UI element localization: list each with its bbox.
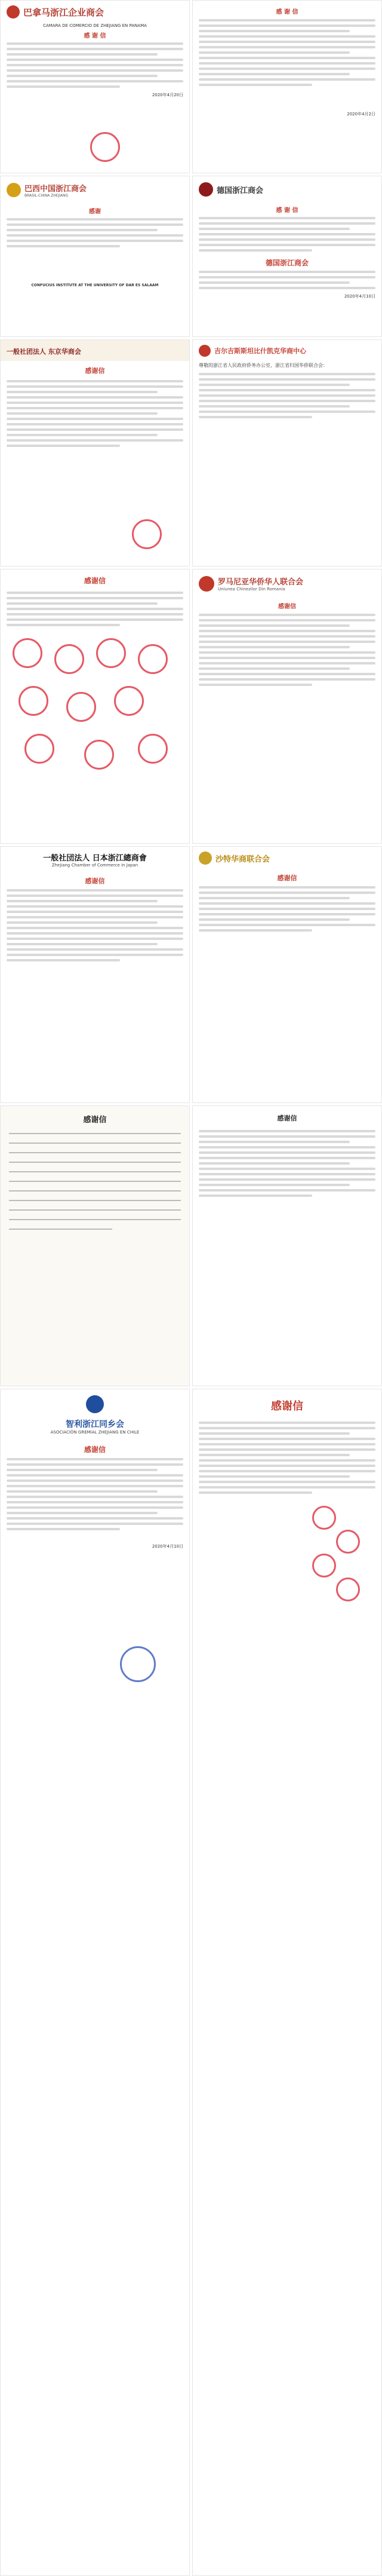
japan-org-en: Zhejiang Chamber of Commerce in Japan (51, 863, 138, 868)
confucius-footer: CONFUCIUS INSTITUTE AT THE UNIVERSITY OF DAR ES SALAAM (31, 283, 159, 287)
seal-6 (66, 692, 96, 722)
saudi-org-cn: 沙特华商联合会 (215, 854, 270, 864)
brazil-org-cn: 巴西中国浙江商会 (24, 185, 87, 194)
panama-title: 感 谢 信 (84, 33, 106, 39)
tokyo-title: 感谢信 (85, 367, 105, 375)
plain-letter-title: 感谢信 (277, 1114, 297, 1122)
final-seal-4 (336, 1578, 360, 1601)
kyrgyz-letter (192, 339, 382, 566)
germany-date: 2020年4月10日 (344, 294, 375, 299)
brazil-letter (0, 176, 190, 337)
panama-date: 2020年4月20日 (152, 93, 183, 97)
brazil-title: 感谢 (89, 209, 101, 215)
seal-8 (24, 734, 54, 764)
seal-3 (96, 638, 126, 668)
plain-letter (192, 1105, 382, 1386)
chile-org-cn: 智利浙江同乡会 (66, 1420, 124, 1429)
chile-stamp (120, 1646, 156, 1682)
thanks-letter-1-date: 2020年4月2日 (347, 112, 375, 117)
saudi-title: 感谢信 (277, 874, 297, 882)
thanks-letter-1-title: 感 谢 信 (276, 9, 298, 16)
germany-org-cn: 德国浙江商会 (217, 186, 264, 195)
tokyo-letter (0, 339, 190, 566)
seal-5 (19, 686, 48, 716)
seal-9 (84, 740, 114, 770)
final-seal-3 (312, 1554, 336, 1578)
seal-10 (138, 734, 168, 764)
brazil-org-en: BRASIL-CHINA ZHEJIANG (24, 194, 69, 198)
chile-letter (0, 1389, 190, 2576)
japan-title: 感谢信 (85, 877, 105, 885)
brazil-emblem-icon (7, 183, 21, 197)
handwritten-title: 感谢信 (83, 1116, 107, 1125)
japan-letter (0, 846, 190, 1103)
germany-title: 感 谢 信 (276, 207, 298, 214)
saudi-emblem-icon (199, 851, 212, 865)
seal-1 (13, 638, 42, 668)
chile-title: 感谢信 (84, 1445, 106, 1454)
panama-logo-header (1, 1, 189, 23)
germany-emblem-icon (199, 182, 213, 197)
final-seal-1 (312, 1506, 336, 1530)
germany-letter (192, 176, 382, 337)
chile-org-es: ASOCIACIÓN GREMIAL ZHEJIANG EN CHILE (50, 1430, 140, 1435)
romania-title: 感谢信 (278, 604, 296, 610)
tokyo-stamp (132, 519, 162, 549)
romania-org-cn: 罗马尼亚华侨华人联合会 (218, 578, 304, 587)
seal-2 (54, 644, 84, 674)
final-letter (192, 1389, 382, 2576)
panama-emblem-icon (7, 5, 20, 19)
thanks-letter-1 (192, 0, 382, 173)
panama-org-cn: 巴拿马浙江企业商会 (23, 7, 104, 18)
panama-org-es: CAMARA DE COMERCIO DE ZHEJIANG EN PANAMA (43, 23, 147, 28)
kyrgyz-salutation: 尊敬的浙江省人民政府侨务办公室、浙江省归国华侨联合会： (199, 363, 328, 368)
seal-4 (138, 644, 168, 674)
final-letter-title: 感谢信 (271, 1400, 303, 1413)
chile-date: 2020年4月10日 (152, 1544, 183, 1549)
tokyo-org-cn: 一般社团法人 东京华商会 (7, 348, 81, 356)
romania-letter (192, 569, 382, 844)
chile-emblem-icon (86, 1395, 104, 1413)
final-seal-2 (336, 1530, 360, 1554)
panama-stamp (90, 132, 120, 162)
saudi-letter (192, 846, 382, 1103)
kyrgyz-emblem-icon (199, 345, 211, 357)
handwritten-letter (0, 1105, 190, 1386)
romania-org-en: Uniunea Chinezilor Din Romania (218, 587, 285, 592)
panama-letter (0, 0, 190, 173)
seal-7 (114, 686, 144, 716)
seals-title: 感谢信 (84, 577, 106, 585)
romania-emblem-icon (199, 576, 214, 592)
germany-header-cn: 德国浙江商会 (265, 259, 309, 267)
seals-letter (0, 569, 190, 844)
japan-org-cn: 一般社団法人 日本浙江總商會 (43, 854, 147, 863)
kyrgyz-org-cn: 吉尔吉斯斯坦比什凯克华商中心 (214, 347, 306, 355)
